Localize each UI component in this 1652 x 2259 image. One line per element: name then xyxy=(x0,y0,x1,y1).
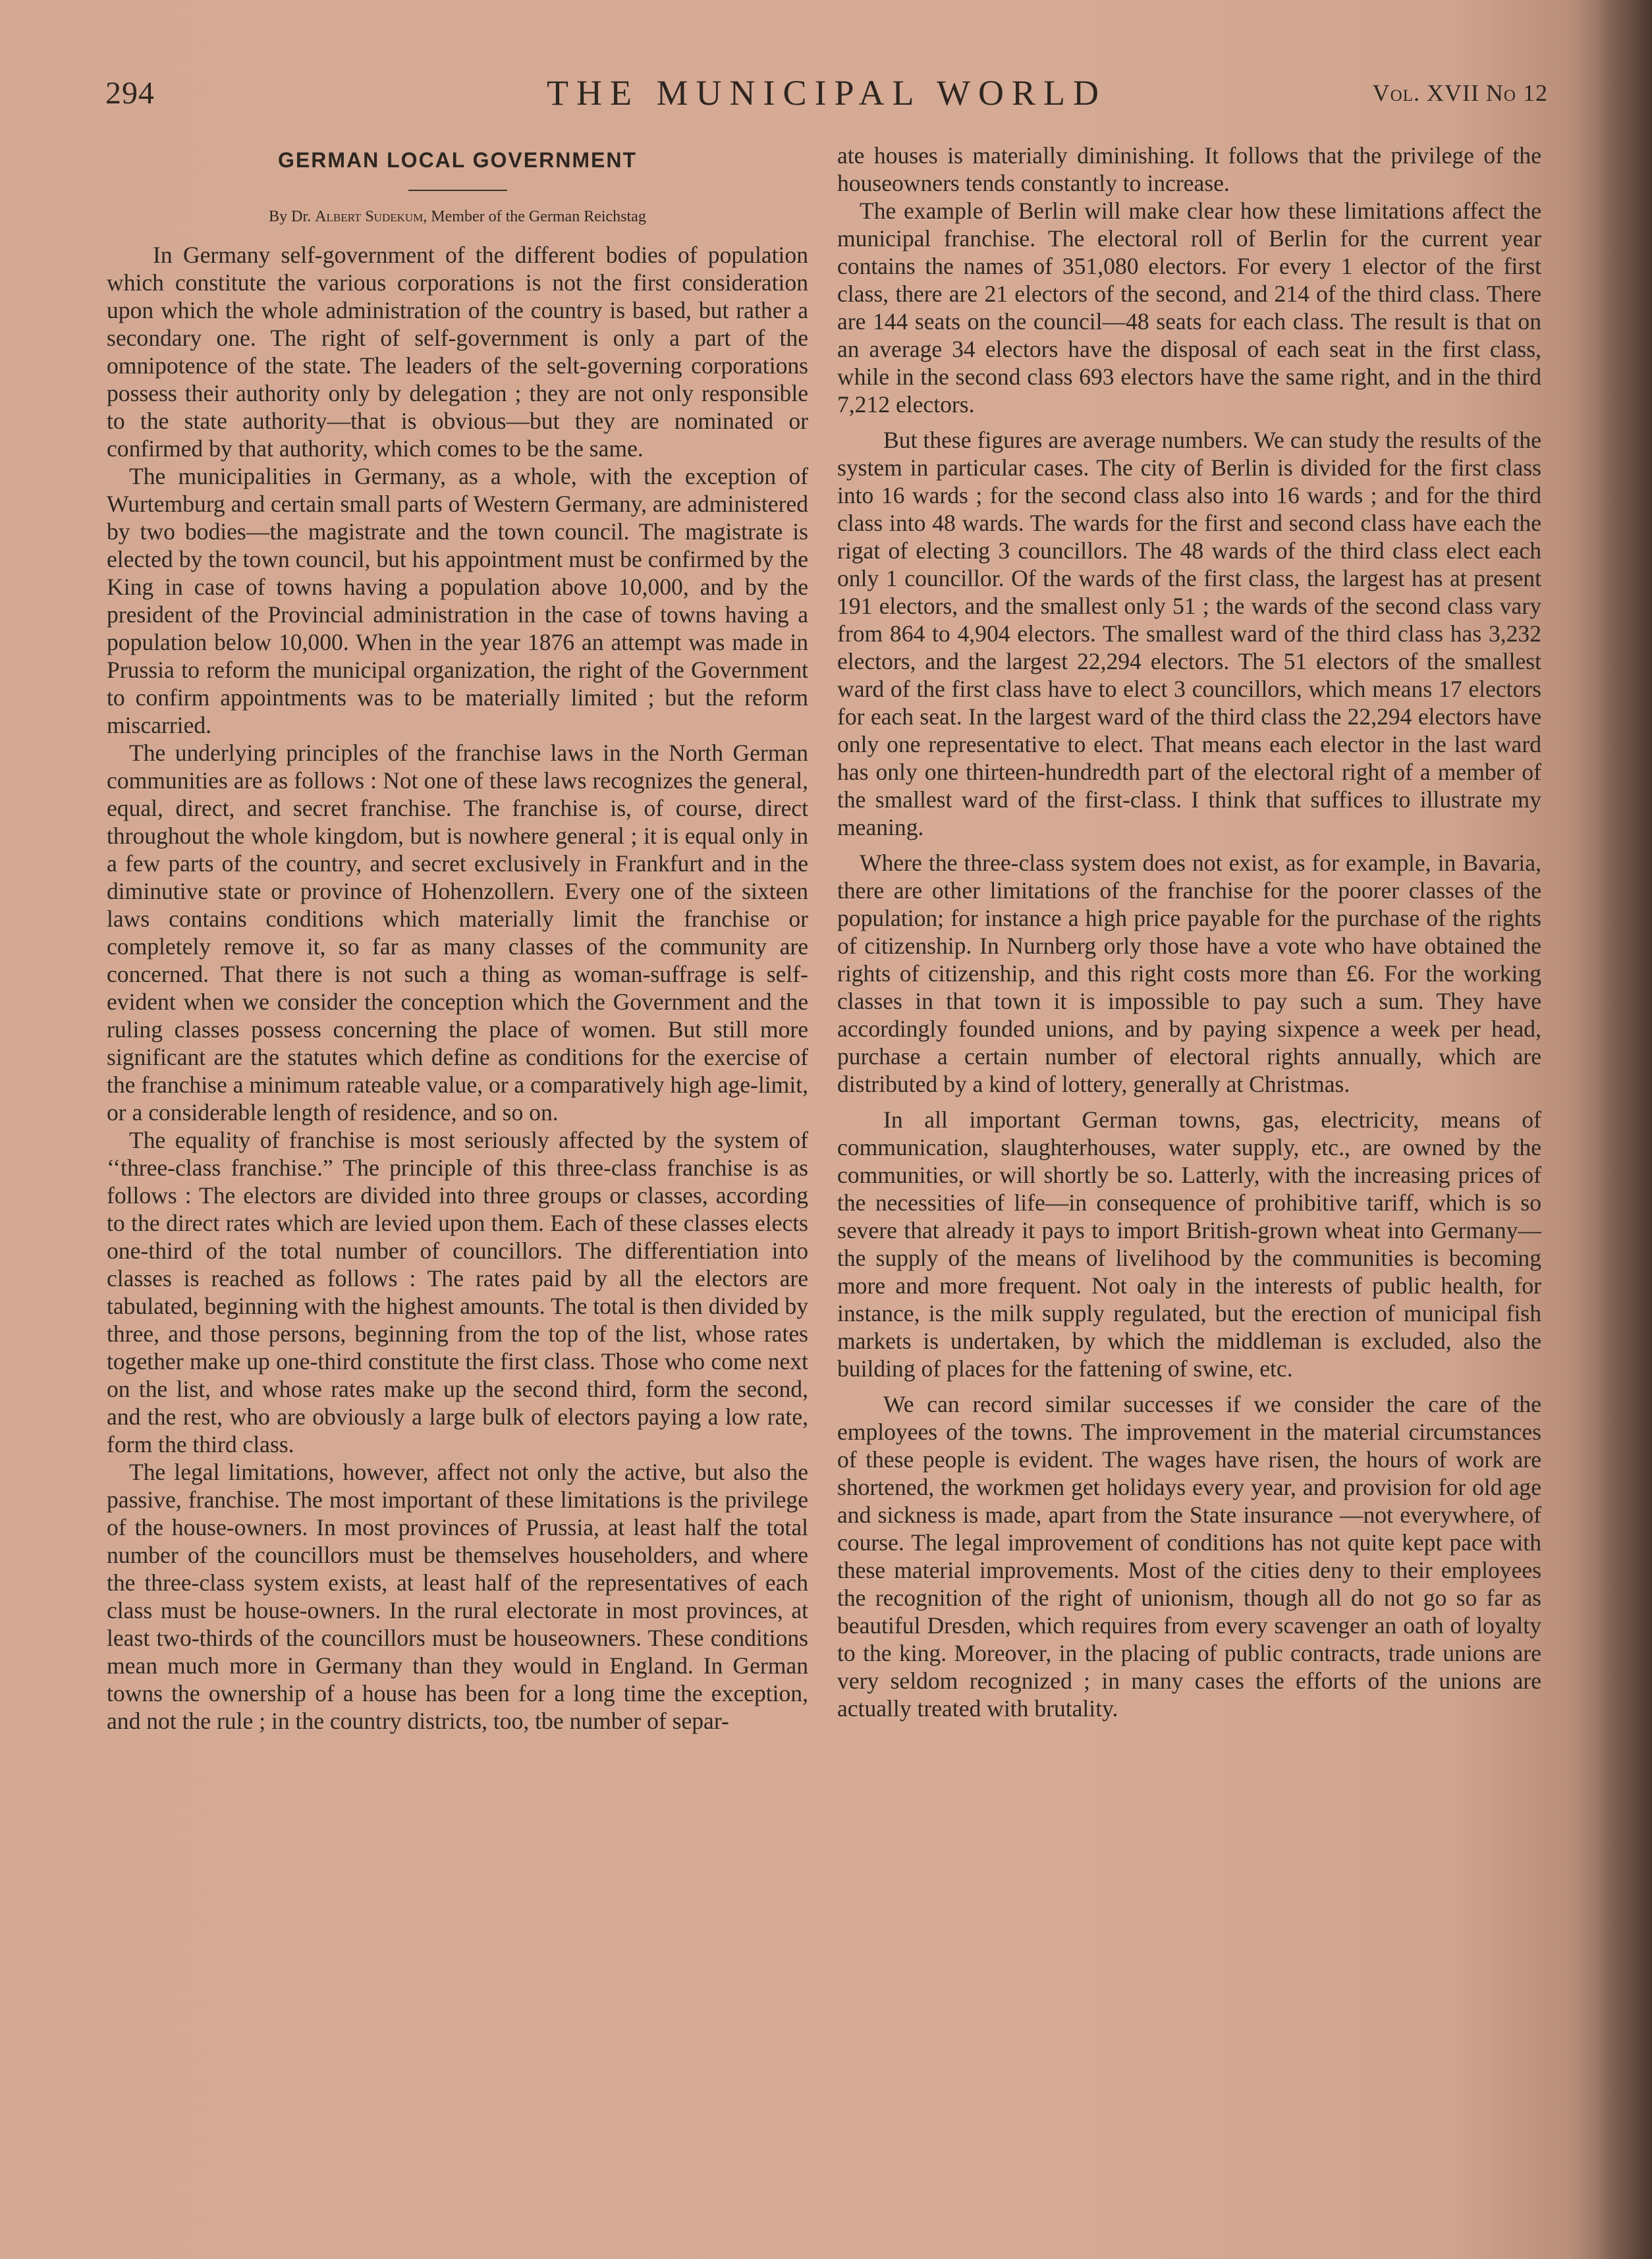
paragraph: In all important German towns, gas, electricity, means of communication, slaughterhouses, water supply, etc., are owned by the communities, or will shortly be so. Latterly, with the increasing prices of the necessities of life—in consequence of prohibitive tariff, which is so severe that already it pays to import British-grown wheat into Germany—the supply of the means of livelihood by the communities is becoming more and more frequent. Not oaly in the interests of public health, for instance, is the milk supply regulated, but the erection of municipal fish markets is undertaken, by which the middleman is excluded, also the building of places for the fattening of swine, etc. xyxy=(837,1106,1541,1382)
byline-prefix: By Dr. xyxy=(269,208,316,225)
paragraph: Where the three-class system does not exist, as for example, in Bavaria, there are other limitations of the franchise for the poorer classes of the population; for instance a high price payable for the purchase of the rights of citizenship. In Nurnberg orly those have a vote who have obtained the rights of citizenship, and this right costs more than £6. For the working classes in that town it is impossible to pay such a sum. They have accordingly founded unions, and by paying sixpence a week per head, purchase a certain number of electoral rights annually, which are distributed by a kind of lottery, generally at Christmas. xyxy=(837,850,1541,1097)
paragraph: We can record similar successes if we consider the care of the employees of the towns. The improvement in the material circumstances of these people is evident. The wages have risen, the hours of work are shortened, the workmen get holidays every year, and provision for old age and sickness is made, apart from the State insurance —not everywhere, of course. The legal improvement of conditions has not quite kept pace with these material improvements. Most of the cities deny to their employees the recognition of the right of unionism, though all do not go so far as beautiful Dresden, which requires from every scavenger an oath of loyalty to the king. Moreover, in the placing of public contracts, trade unions are very seldom recognized ; in many cases the efforts of the unions are actually treated with brutality. xyxy=(837,1391,1541,1722)
paragraph: But these figures are average numbers. We can study the results of the system in particular cases. The city of Berlin is divided for the first class into 16 wards ; for the second class also into 16 wards ; and for the third class into 48 wards. The wards for the first and second class have each the rigat of electing 3 councillors. The 48 wards of the third class elect each only 1 councillor. Of the wards of the first class, the largest has at present 191 electors, and the smallest only 51 ; the wards of the second class vary from 864 to 4,904 electors. The smallest ward of the third class has 3,232 electors, and the largest 22,294 electors. The 51 electors of the smallest ward of the first class have to elect 3 councillors, which means 17 electors for each seat. In the largest ward of the third class the 22,294 electors have only one representative to elect. That means each elector in the last ward has only one thirteen-hundredth part of the electoral right of a member of the smallest ward of the first-class. I think that suffices to illustrate my meaning. xyxy=(837,427,1541,840)
paragraph: The legal limitations, however, affect not only the active, but also the passive, franchise. The most important of these limitations is the privilege of the house-owners. In most provinces of Prussia, at least half the total number of the councillors must be themselves householders, and where the three-class system exists, at least half of the representatives of each class must be house-owners. In the rural electorate in most provinces, at least two-thirds of the councillors must be houseowners. These conditions mean much more in Germany than they would in England. In German towns the ownership of a house has been for a long time the exception, and not the rule ; in the country districts, too, tbe number of separ- xyxy=(107,1459,808,1734)
byline-author: Albert Sudekum xyxy=(315,208,424,225)
byline xyxy=(107,207,808,227)
byline-suffix: , Member of the German Reichstag xyxy=(423,208,646,225)
article-title: GERMAN LOCAL GOVERNMENT xyxy=(278,148,637,172)
binding-shadow xyxy=(1596,0,1652,2259)
volume-label: Vol. XVII No 12 xyxy=(1372,80,1548,106)
paragraph: ate houses is materially diminishing. It follows that the privilege of the houseowners tends constantly to increase. xyxy=(837,142,1541,196)
column-left xyxy=(107,142,808,1735)
title-divider xyxy=(408,190,507,191)
paragraph: The equality of franchise is most seriously affected by the system of ‘‘three-class franchise.” The principle of this three-class franchise is as follows : The electors are divided into three groups or classes, according to the direct rates which are levied upon them. Each of these classes elects one-third of the total number of councillors. The differentiation into classes is reached as follows : The rates paid by all the electors are tabulated, beginning with the highest amounts. The total is then divided by three, and those persons, beginning from the top of the list, whose rates together make up one-third constitute the first class. Those who come next on the list, and whose rates make up the second third, form the second, and the rest, who are obviously a large bulk of electors paying a low rate, form the third class. xyxy=(107,1127,808,1457)
column-right xyxy=(837,142,1541,1722)
paragraph: In Germany self-government of the different bodies of population which constitute the various corporations is not the first consideration upon which the whole administration of the country is based, but rather a secondary one. The right of self-government is only a part of the omnipotence of the state. The leaders of the selt-governing corporations possess their authority only by delegation ; they are not only responsible to the state authority—that is obvious—but they are nominated or confirmed by that authority, which comes to be the same. xyxy=(107,242,808,462)
running-header xyxy=(105,72,1548,125)
paragraph: The municipalities in Germany, as a whole, with the exception of Wurtemburg and certain small parts of Western Germany, are administered by two bodies—the magistrate and the town council. The magistrate is elected by the town council, but his appointment must be confirmed by the King in case of towns having a population above 10,000, and by the president of the Provincial administration in the case of towns having a population below 10,000. When in the year 1876 an attempt was made in Prussia to reform the municipal organization, the right of the Government to confirm appointments was to be materially limited ; but the reform miscarried. xyxy=(107,463,808,738)
volume-number xyxy=(1373,79,1548,107)
journal-title: THE MUNICIPAL WORLD xyxy=(546,73,1107,113)
paragraph: The underlying principles of the franchise laws in the North German communities are as follows : Not one of these laws recognizes the general, equal, direct, and secret franchise. The franchise is, of course, direct throughout the whole kingdom, but is nowhere general ; it is equal only in a few parts of the country, and secret exclusively in Frankfurt and in the diminutive state or province of Hohenzollern. Every one of the sixteen laws contains conditions which materially limit the franchise or completely remove it, so far as many classes of the community are concerned. That there is not such a thing as woman-suffrage is self-evident when we consider the conception which the Government and the ruling classes possess concerning the place of women. But still more significant are the statutes which define as conditions for the exercise of the franchise a minimum rateable value, or a comparatively high age-limit, or a considerable length of residence, and so on. xyxy=(107,740,808,1126)
page-number: 294 xyxy=(105,76,155,111)
paragraph: The example of Berlin will make clear how these limitations affect the municipal franchise. The electoral roll of Berlin for the current year contains the names of 351,080 electors. For every 1 elector of the first class, there are 21 electors of the second, and 214 of the third class. There are 144 seats on the council—48 seats for each class. The result is that on an average 34 electors have the disposal of each seat in the first class, while in the second class 693 electors have the same right, and in the third 7,212 electors. xyxy=(837,198,1541,418)
